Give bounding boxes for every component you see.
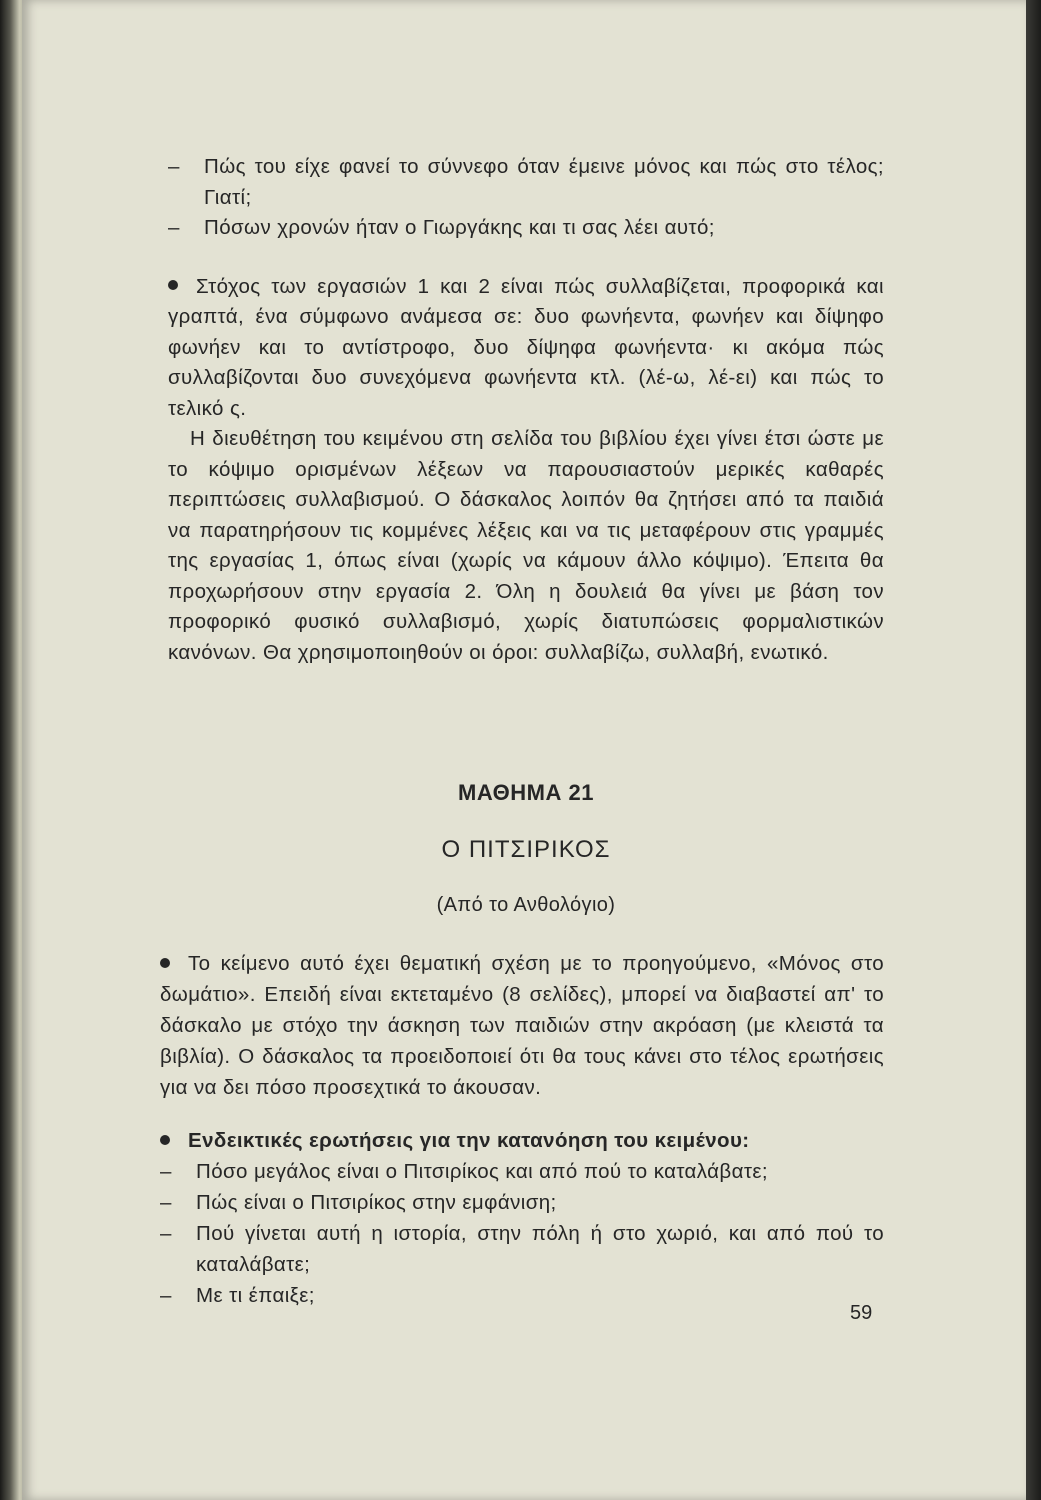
dash-marker: – bbox=[160, 1191, 172, 1214]
bullet-icon bbox=[160, 958, 170, 968]
question-text: Με τι έπαιξε; bbox=[196, 1284, 315, 1307]
dash-marker: – bbox=[168, 216, 180, 239]
page-number: 59 bbox=[850, 1302, 873, 1324]
question-line bbox=[160, 1218, 884, 1280]
question-line bbox=[168, 152, 884, 213]
page-edge bbox=[1026, 0, 1041, 1500]
dash-marker: – bbox=[160, 1284, 172, 1307]
section-2 bbox=[160, 948, 884, 1311]
question-line bbox=[160, 1187, 884, 1218]
question-line bbox=[160, 1156, 884, 1187]
question-line bbox=[168, 213, 884, 244]
bullet-icon bbox=[168, 280, 178, 290]
bullet-paragraph-text: Το κείμενο αυτό έχει θεματική σχέση με το προηγούμενο, «Μόνος στο δωμάτιο». Επειδή είναι εκτεταμένο (8 σελίδες), μπορεί να διαβαστεί απ' το δάσκαλο με στόχο την άσκηση των παιδιών στην ακρόαση (με κλειστά τα βιβλία). Ο δάσκαλος τα προειδοποιεί ότι θα τους κάνει στο τέλος ερωτήσεις για να δει πόσο προσεχτικά το άκουσαν. bbox=[160, 952, 884, 1099]
question-text: Πόσων χρονών ήταν ο Γιωργάκης και τι σας λέει αυτό; bbox=[204, 216, 715, 239]
body-paragraph: Η διευθέτηση του κειμένου στη σελίδα του βιβλίου έχει γίνει έτσι ώστε με το κόψιμο ορισμένων λέξεων να παρουσιαστούν μερικές καθαρές περιπτώσεις συλλαβισμού. Ο δάσκαλος λοιπόν θα ζητήσει από τα παιδιά να παρατηρήσουν τις κομμένες λέξεις και να τις μεταφέρουν στις γραμμές της εργασίας 1, όπως είναι (χωρίς να κάμουν άλλο κόψιμο). Έπειτα θα προχωρήσουν στην εργασία 2. Όλη η δουλειά θα γίνει με βάση τον προφορικό φυσικό συλλαβισμό, χωρίς διατυπώσεις φορμαλιστικών κανόνων. Θα χρησιμοποιηθούν οι όροι: συλλαβίζω, συλλαβή, ενωτικό. bbox=[168, 427, 884, 664]
lesson-number: ΜΑΘΗΜΑ 21 bbox=[458, 780, 594, 805]
lesson-source: (Από το Ανθολόγιο) bbox=[436, 894, 616, 916]
questions-heading-text: Ενδεικτικές ερωτήσεις για την κατανόηση του κειμένου: bbox=[188, 1129, 750, 1152]
question-text: Πώς του είχε φανεί το σύννεφο όταν έμεινε μόνος και πώς στο τέλος; Γιατί; bbox=[204, 155, 884, 209]
bullet-icon bbox=[160, 1135, 170, 1145]
dash-marker: – bbox=[160, 1222, 172, 1245]
questions-heading bbox=[160, 1125, 884, 1156]
bullet-paragraph bbox=[168, 272, 884, 425]
question-text: Πώς είναι ο Πιτσιρίκος στην εμφάνιση; bbox=[196, 1191, 557, 1214]
dash-marker: – bbox=[160, 1160, 172, 1183]
bullet-paragraph-text: Στόχος των εργασιών 1 και 2 είναι πώς συλλαβίζεται, προφορικά και γραπτά, ένα σύμφωνο ανάμεσα σε: δυο φωνήεντα, φωνήεν και δίψηφο φωνήεν και το αντίστροφο, δυο δίψηφα φωνήεντα· κι ακόμα πώς συλλαβίζονται δυο συνεχόμενα φωνήεντα κτλ. (λέ-ω, λέ-ει) και πώς το τελικό ς. bbox=[168, 274, 884, 420]
question-line bbox=[160, 1280, 884, 1311]
lesson-title: Ο ΠΙΤΣΙΡΙΚΟΣ bbox=[441, 836, 611, 863]
dash-marker: – bbox=[168, 155, 180, 178]
section-1 bbox=[168, 152, 884, 668]
bullet-paragraph bbox=[160, 948, 884, 1103]
question-text: Πόσο μεγάλος είναι ο Πιτσιρίκος και από πού το καταλάβατε; bbox=[196, 1160, 768, 1183]
question-text: Πού γίνεται αυτή η ιστορία, στην πόλη ή στο χωριό, και από πού το καταλάβατε; bbox=[196, 1222, 884, 1276]
